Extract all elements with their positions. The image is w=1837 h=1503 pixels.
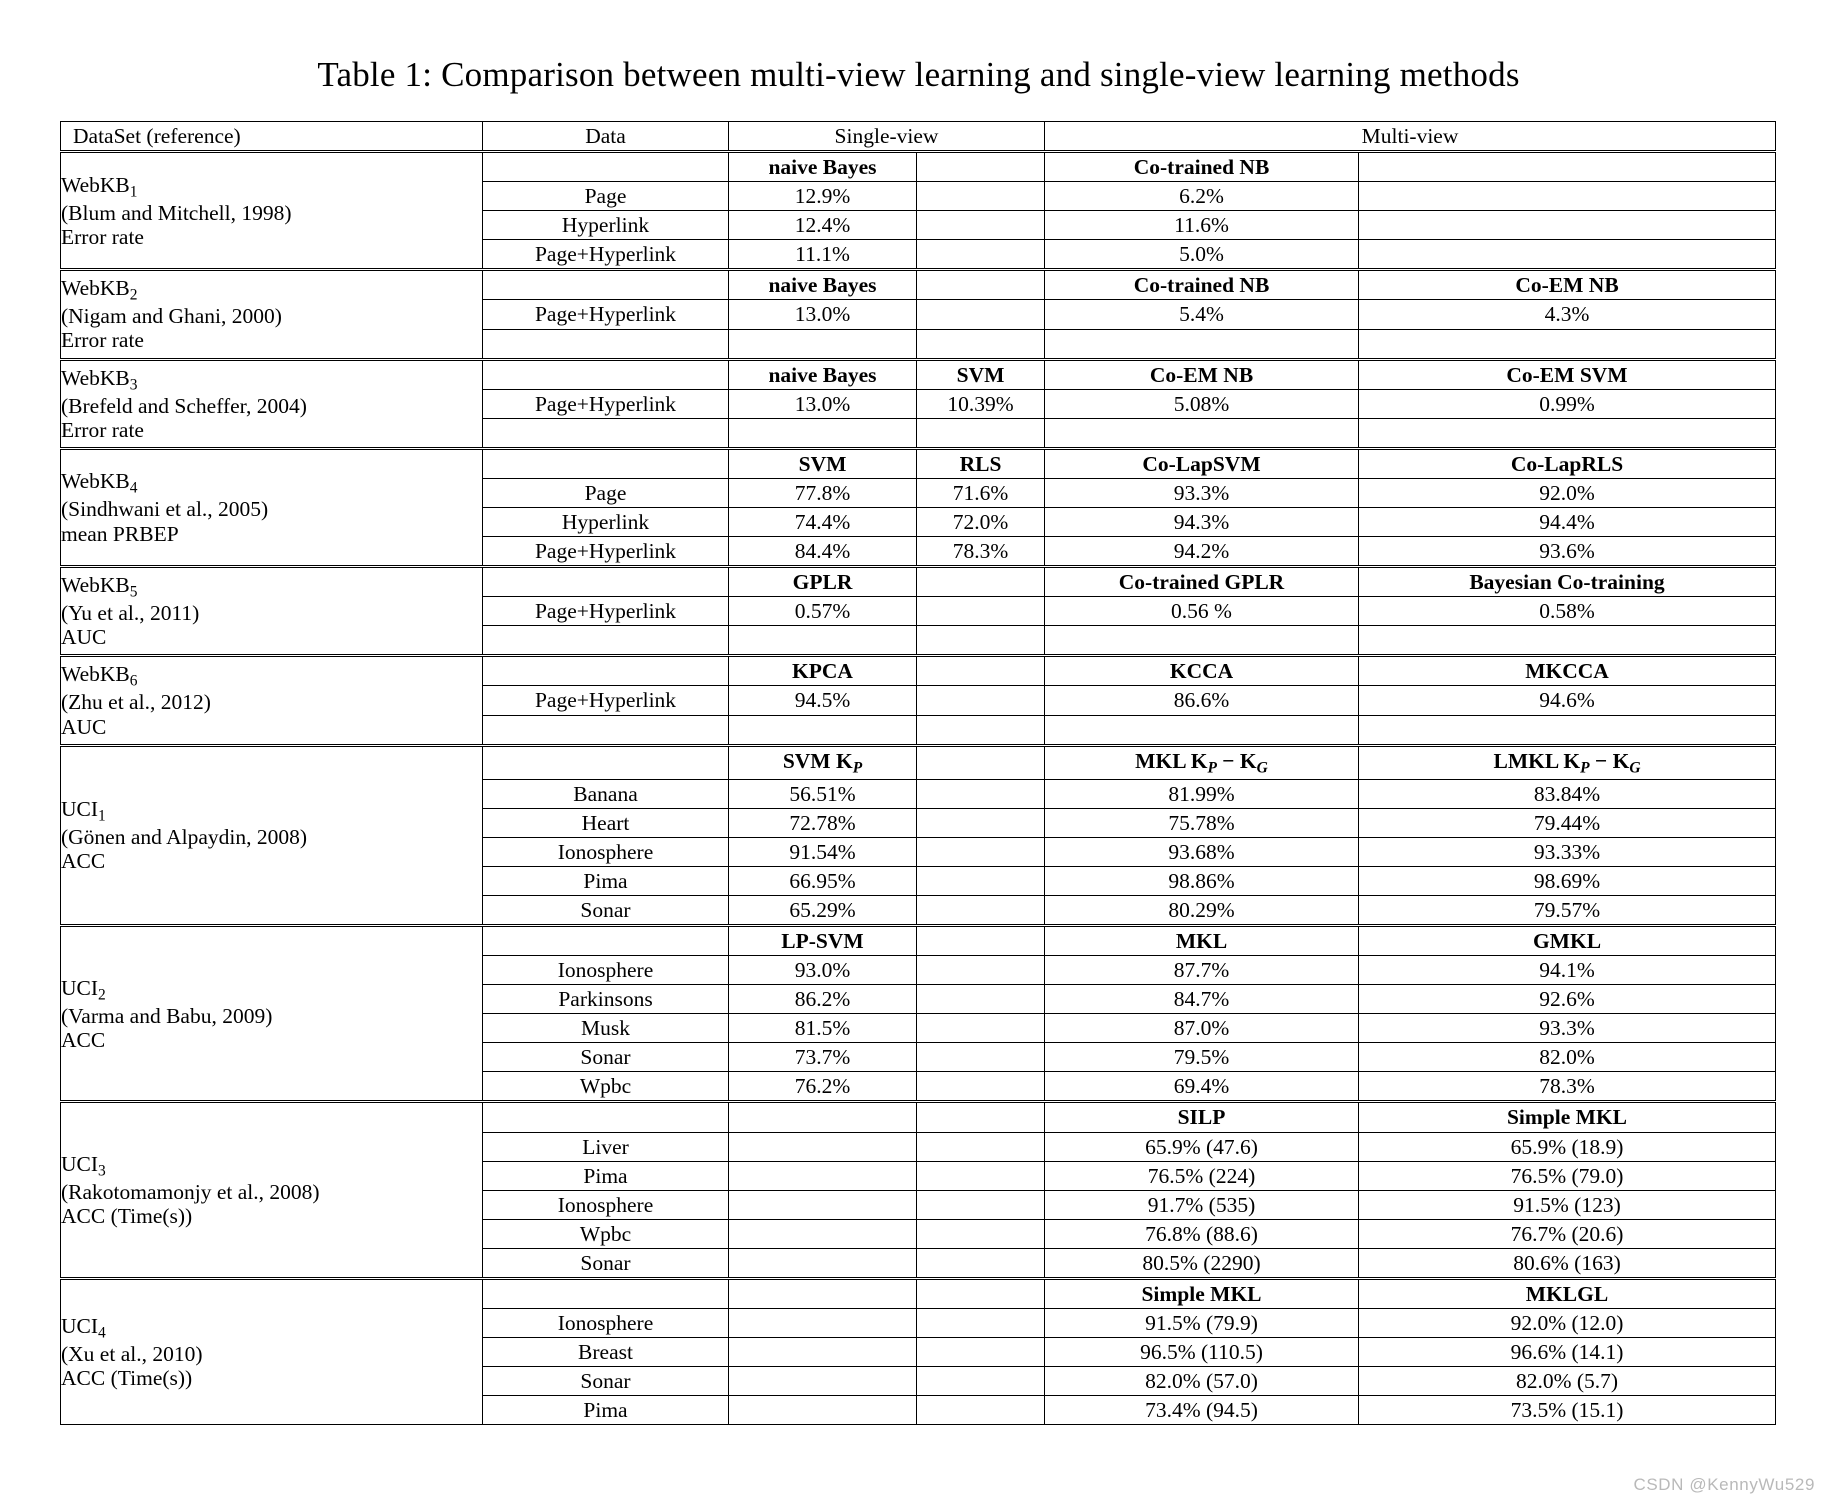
- method-header-mv1: KCCA: [1045, 656, 1359, 686]
- value-cell-mv1: 93.3%: [1045, 478, 1359, 507]
- value-cell-mv1: 69.4%: [1045, 1072, 1359, 1102]
- dataset-cell-webkb1: [61, 152, 483, 270]
- value-cell-mv2: 93.33%: [1359, 837, 1776, 866]
- data-label-cell: Sonar: [483, 1248, 729, 1278]
- data-label-cell: [483, 152, 729, 182]
- method-header-sv2: [917, 926, 1045, 956]
- data-label-cell: Wpbc: [483, 1219, 729, 1248]
- value-cell-sv1: [729, 1396, 917, 1425]
- dataset-reference: (Varma and Babu, 2009): [61, 1003, 273, 1028]
- dataset-metric: ACC (Time(s)): [61, 1366, 193, 1391]
- value-cell-sv1: 73.7%: [729, 1043, 917, 1072]
- method-header-mv1: Co-EM NB: [1045, 359, 1359, 389]
- value-cell-sv2: [917, 956, 1045, 985]
- value-cell-mv1: 84.7%: [1045, 985, 1359, 1014]
- value-cell-mv1: 65.9% (47.6): [1045, 1132, 1359, 1161]
- value-cell-mv1: 91.7% (535): [1045, 1190, 1359, 1219]
- value-cell-sv1: 93.0%: [729, 956, 917, 985]
- dataset-reference: (Gönen and Alpaydin, 2008): [61, 825, 308, 850]
- method-header-sv2: [917, 1102, 1045, 1132]
- method-header-sv2: SVM: [917, 359, 1045, 389]
- method-header-mv1: SILP: [1045, 1102, 1359, 1132]
- header-multi-view: Multi-view: [1045, 122, 1776, 152]
- dataset-metric: Error rate: [61, 417, 144, 442]
- data-label-cell: [483, 329, 729, 359]
- value-cell-sv2: [917, 418, 1045, 448]
- value-cell-mv1: 80.5% (2290): [1045, 1248, 1359, 1278]
- value-cell-sv1: 76.2%: [729, 1072, 917, 1102]
- method-header-sv2: [917, 745, 1045, 779]
- value-cell-mv2: 76.5% (79.0): [1359, 1161, 1776, 1190]
- value-cell-mv1: [1045, 626, 1359, 656]
- value-cell-mv1: 5.08%: [1045, 389, 1359, 418]
- value-cell-sv2: [917, 895, 1045, 925]
- value-cell-mv1: 76.5% (224): [1045, 1161, 1359, 1190]
- value-cell-sv1: [729, 1309, 917, 1338]
- data-label-cell: Page+Hyperlink: [483, 537, 729, 567]
- value-cell-mv2: [1359, 626, 1776, 656]
- table-row: [61, 1278, 1776, 1308]
- value-cell-sv2: [917, 597, 1045, 626]
- value-cell-mv1: 91.5% (79.9): [1045, 1309, 1359, 1338]
- value-cell-mv2: [1359, 211, 1776, 240]
- dataset-name: $UCI_4$: [61, 1314, 106, 1342]
- value-cell-sv1: 11.1%: [729, 240, 917, 270]
- dataset-name: $UCI_3$: [61, 1152, 106, 1180]
- value-cell-sv2: [917, 1190, 1045, 1219]
- value-cell-sv2: [917, 1338, 1045, 1367]
- dataset-cell-uci1: [61, 745, 483, 925]
- value-cell-mv1: 5.4%: [1045, 300, 1359, 329]
- value-cell-sv1: 12.4%: [729, 211, 917, 240]
- value-cell-mv1: 82.0% (57.0): [1045, 1367, 1359, 1396]
- value-cell-sv1: 86.2%: [729, 985, 917, 1014]
- value-cell-sv2: [917, 1396, 1045, 1425]
- data-label-cell: Breast: [483, 1338, 729, 1367]
- value-cell-mv1: 96.5% (110.5): [1045, 1338, 1359, 1367]
- value-cell-mv2: 65.9% (18.9): [1359, 1132, 1776, 1161]
- table-row: [61, 152, 1776, 182]
- data-label-cell: [483, 656, 729, 686]
- data-label-cell: Page+Hyperlink: [483, 389, 729, 418]
- value-cell-mv1: 93.68%: [1045, 837, 1359, 866]
- value-cell-mv2: 92.6%: [1359, 985, 1776, 1014]
- value-cell-mv2: 83.84%: [1359, 779, 1776, 808]
- data-label-cell: Page: [483, 478, 729, 507]
- value-cell-mv2: [1359, 329, 1776, 359]
- value-cell-sv2: [917, 211, 1045, 240]
- dataset-name: WebKB$_1$: [61, 172, 138, 201]
- data-label-cell: Page+Hyperlink: [483, 686, 729, 715]
- method-header-sv1: SVM: [729, 448, 917, 478]
- value-cell-sv1: 91.54%: [729, 837, 917, 866]
- dataset-cell-webkb2: [61, 270, 483, 359]
- value-cell-sv1: [729, 1161, 917, 1190]
- value-cell-sv1: 56.51%: [729, 779, 917, 808]
- method-header-sv2: [917, 152, 1045, 182]
- value-cell-sv1: [729, 1367, 917, 1396]
- value-cell-sv2: [917, 240, 1045, 270]
- method-header-sv1: KPCA: [729, 656, 917, 686]
- data-label-cell: Sonar: [483, 895, 729, 925]
- value-cell-sv1: [729, 1190, 917, 1219]
- value-cell-sv1: 13.0%: [729, 300, 917, 329]
- table-row: [61, 656, 1776, 686]
- data-label-cell: [483, 1278, 729, 1308]
- value-cell-sv2: [917, 1367, 1045, 1396]
- table-row: [61, 359, 1776, 389]
- value-cell-sv1: [729, 1132, 917, 1161]
- dataset-name: WebKB$_3$: [61, 365, 138, 394]
- data-label-cell: Page+Hyperlink: [483, 597, 729, 626]
- method-header-mv2: Co-LapRLS: [1359, 448, 1776, 478]
- value-cell-sv2: [917, 329, 1045, 359]
- value-cell-sv2: [917, 837, 1045, 866]
- method-header-mv1: Co-trained GPLR: [1045, 567, 1359, 597]
- value-cell-mv1: 0.56 %: [1045, 597, 1359, 626]
- dataset-metric: mean PRBEP: [61, 521, 179, 546]
- value-cell-mv1: 87.7%: [1045, 956, 1359, 985]
- dataset-metric: ACC: [61, 1027, 106, 1052]
- data-label-cell: [483, 626, 729, 656]
- value-cell-mv1: 86.6%: [1045, 686, 1359, 715]
- dataset-cell-uci4: [61, 1278, 483, 1424]
- value-cell-sv1: 12.9%: [729, 182, 917, 211]
- page-title: Table 1: Comparison between multi-view learning and single-view learning methods: [317, 55, 1520, 94]
- method-header-mv2: Co-EM SVM: [1359, 359, 1776, 389]
- method-header-mv2: GMKL: [1359, 926, 1776, 956]
- data-label-cell: Parkinsons: [483, 985, 729, 1014]
- value-cell-mv1: 94.2%: [1045, 537, 1359, 567]
- method-header-mv2: MKCCA: [1359, 656, 1776, 686]
- value-cell-mv2: 94.4%: [1359, 508, 1776, 537]
- method-header-mv1: MKL: [1045, 926, 1359, 956]
- value-cell-sv2: [917, 1161, 1045, 1190]
- data-label-cell: [483, 715, 729, 745]
- value-cell-mv2: 79.57%: [1359, 895, 1776, 925]
- data-label-cell: Pima: [483, 1396, 729, 1425]
- value-cell-mv1: 79.5%: [1045, 1043, 1359, 1072]
- comparison-table-container: [60, 121, 1777, 1425]
- dataset-reference: (Rakotomamonjy et al., 2008): [61, 1180, 320, 1205]
- value-cell-mv1: 11.6%: [1045, 211, 1359, 240]
- dataset-cell-webkb5: [61, 567, 483, 656]
- value-cell-sv2: 10.39%: [917, 389, 1045, 418]
- data-label-cell: Page+Hyperlink: [483, 300, 729, 329]
- data-label-cell: [483, 448, 729, 478]
- method-header-sv1: naive Bayes: [729, 270, 917, 300]
- data-label-cell: Pima: [483, 866, 729, 895]
- method-header-sv2: [917, 567, 1045, 597]
- dataset-reference: (Zhu et al., 2012): [61, 690, 211, 715]
- method-header-sv2: [917, 1278, 1045, 1308]
- data-label-cell: Banana: [483, 779, 729, 808]
- dataset-cell-webkb4: [61, 448, 483, 566]
- value-cell-mv2: 92.0% (12.0): [1359, 1309, 1776, 1338]
- value-cell-mv2: 94.1%: [1359, 956, 1776, 985]
- value-cell-sv2: [917, 300, 1045, 329]
- method-header-mv1: Co-trained NB: [1045, 270, 1359, 300]
- value-cell-sv1: 74.4%: [729, 508, 917, 537]
- watermark: CSDN @KennyWu529: [1633, 1475, 1815, 1494]
- value-cell-sv1: 77.8%: [729, 478, 917, 507]
- dataset-name: WebKB$_2$: [61, 276, 138, 305]
- data-label-cell: Ionosphere: [483, 1309, 729, 1338]
- value-cell-mv1: 81.99%: [1045, 779, 1359, 808]
- table-row: [61, 448, 1776, 478]
- method-header-sv2: [917, 270, 1045, 300]
- method-header-mv2: Simple MKL: [1359, 1102, 1776, 1132]
- value-cell-mv2: 96.6% (14.1): [1359, 1338, 1776, 1367]
- value-cell-sv1: [729, 626, 917, 656]
- value-cell-mv2: 98.69%: [1359, 866, 1776, 895]
- value-cell-sv2: [917, 1248, 1045, 1278]
- value-cell-mv1: 73.4% (94.5): [1045, 1396, 1359, 1425]
- value-cell-mv2: 78.3%: [1359, 1072, 1776, 1102]
- dataset-reference: (Brefeld and Scheffer, 2004): [61, 393, 307, 418]
- data-label-cell: Hyperlink: [483, 508, 729, 537]
- data-label-cell: [483, 567, 729, 597]
- value-cell-sv1: [729, 418, 917, 448]
- data-label-cell: [483, 745, 729, 779]
- value-cell-mv2: 0.99%: [1359, 389, 1776, 418]
- method-header-sv1: GPLR: [729, 567, 917, 597]
- method-header-sv1: naive Bayes: [729, 359, 917, 389]
- header-dataset: DataSet (reference): [61, 122, 483, 152]
- value-cell-sv1: [729, 1338, 917, 1367]
- value-cell-mv1: 6.2%: [1045, 182, 1359, 211]
- table-header-row: [61, 122, 1776, 152]
- method-header-sv1: naive Bayes: [729, 152, 917, 182]
- value-cell-mv1: [1045, 418, 1359, 448]
- data-label-cell: Heart: [483, 808, 729, 837]
- data-label-cell: Liver: [483, 1132, 729, 1161]
- value-cell-sv2: [917, 1014, 1045, 1043]
- dataset-name: WebKB$_5$: [61, 573, 138, 601]
- data-label-cell: [483, 359, 729, 389]
- value-cell-mv1: 98.86%: [1045, 866, 1359, 895]
- value-cell-mv2: 4.3%: [1359, 300, 1776, 329]
- value-cell-mv1: 87.0%: [1045, 1014, 1359, 1043]
- value-cell-sv2: [917, 1043, 1045, 1072]
- value-cell-mv2: 0.58%: [1359, 597, 1776, 626]
- value-cell-sv1: 81.5%: [729, 1014, 917, 1043]
- dataset-cell-uci2: [61, 926, 483, 1102]
- value-cell-mv1: [1045, 715, 1359, 745]
- value-cell-sv2: [917, 686, 1045, 715]
- value-cell-sv2: [917, 182, 1045, 211]
- data-label-cell: Ionosphere: [483, 956, 729, 985]
- dataset-reference: (Yu et al., 2011): [61, 601, 200, 626]
- table-row: [61, 270, 1776, 300]
- comparison-table: [60, 121, 1776, 1425]
- method-header-mv1: Co-LapSVM: [1045, 448, 1359, 478]
- value-cell-sv1: [729, 715, 917, 745]
- value-cell-sv2: [917, 1072, 1045, 1102]
- data-label-cell: Ionosphere: [483, 837, 729, 866]
- data-label-cell: [483, 1102, 729, 1132]
- data-label-cell: Musk: [483, 1014, 729, 1043]
- data-label-cell: [483, 270, 729, 300]
- table-row: [61, 567, 1776, 597]
- dataset-reference: (Blum and Mitchell, 1998): [61, 200, 292, 225]
- value-cell-sv2: [917, 1132, 1045, 1161]
- method-header-mv2: MKLGL: [1359, 1278, 1776, 1308]
- value-cell-sv2: [917, 626, 1045, 656]
- value-cell-mv2: [1359, 418, 1776, 448]
- value-cell-mv2: 82.0%: [1359, 1043, 1776, 1072]
- method-header-sv1: [729, 1102, 917, 1132]
- value-cell-sv1: 84.4%: [729, 537, 917, 567]
- method-header-mv2: Co-EM NB: [1359, 270, 1776, 300]
- value-cell-sv2: [917, 715, 1045, 745]
- data-label-cell: Page+Hyperlink: [483, 240, 729, 270]
- value-cell-sv1: 0.57%: [729, 597, 917, 626]
- value-cell-mv2: 76.7% (20.6): [1359, 1219, 1776, 1248]
- method-header-mv1: Co-trained NB: [1045, 152, 1359, 182]
- method-header-sv1: SVM $K_P$: [729, 745, 917, 779]
- value-cell-mv1: 80.29%: [1045, 895, 1359, 925]
- value-cell-sv1: [729, 329, 917, 359]
- value-cell-sv1: [729, 1248, 917, 1278]
- value-cell-sv1: 66.95%: [729, 866, 917, 895]
- method-header-sv1: [729, 1278, 917, 1308]
- dataset-cell-webkb6: [61, 656, 483, 745]
- value-cell-sv2: [917, 1309, 1045, 1338]
- data-label-cell: Sonar: [483, 1043, 729, 1072]
- method-header-mv1: MKL $K_P - K_G$: [1045, 745, 1359, 779]
- value-cell-mv1: 75.78%: [1045, 808, 1359, 837]
- value-cell-sv2: [917, 779, 1045, 808]
- value-cell-mv2: 93.3%: [1359, 1014, 1776, 1043]
- value-cell-sv2: [917, 866, 1045, 895]
- data-label-cell: [483, 926, 729, 956]
- value-cell-sv1: 72.78%: [729, 808, 917, 837]
- method-header-mv2: LMKL $K_P - K_G$: [1359, 745, 1776, 779]
- method-header-mv2: Bayesian Co-training: [1359, 567, 1776, 597]
- dataset-metric: Error rate: [61, 328, 144, 353]
- value-cell-sv1: 13.0%: [729, 389, 917, 418]
- value-cell-mv2: 79.44%: [1359, 808, 1776, 837]
- value-cell-mv2: 80.6% (163): [1359, 1248, 1776, 1278]
- value-cell-sv2: [917, 985, 1045, 1014]
- value-cell-mv2: 91.5% (123): [1359, 1190, 1776, 1219]
- value-cell-mv2: [1359, 715, 1776, 745]
- value-cell-sv2: 72.0%: [917, 508, 1045, 537]
- dataset-name: WebKB$_6$: [61, 662, 138, 691]
- table-row: [61, 745, 1776, 779]
- data-label-cell: Wpbc: [483, 1072, 729, 1102]
- dataset-cell-webkb3: [61, 359, 483, 448]
- value-cell-mv1: 76.8% (88.6): [1045, 1219, 1359, 1248]
- dataset-metric: ACC: [61, 849, 106, 874]
- dataset-name: $UCI_2$: [61, 975, 106, 1004]
- dataset-name: $UCI_1$: [61, 797, 106, 825]
- dataset-metric: AUC: [61, 714, 107, 739]
- value-cell-sv2: [917, 808, 1045, 837]
- value-cell-sv1: 65.29%: [729, 895, 917, 925]
- dataset-reference: (Sindhwani et al., 2005): [61, 497, 269, 522]
- value-cell-sv1: 94.5%: [729, 686, 917, 715]
- data-label-cell: Pima: [483, 1161, 729, 1190]
- data-label-cell: Hyperlink: [483, 211, 729, 240]
- dataset-metric: ACC (Time(s)): [61, 1204, 193, 1229]
- dataset-metric: AUC: [61, 625, 107, 650]
- data-label-cell: [483, 418, 729, 448]
- value-cell-mv1: 5.0%: [1045, 240, 1359, 270]
- value-cell-sv2: 71.6%: [917, 478, 1045, 507]
- method-header-sv2: RLS: [917, 448, 1045, 478]
- header-single-view: Single-view: [729, 122, 1045, 152]
- value-cell-mv2: [1359, 182, 1776, 211]
- method-header-mv1: Simple MKL: [1045, 1278, 1359, 1308]
- dataset-reference: (Nigam and Ghani, 2000): [61, 304, 282, 329]
- table-row: [61, 1102, 1776, 1132]
- method-header-mv2: [1359, 152, 1776, 182]
- header-data: Data: [483, 122, 729, 152]
- value-cell-mv1: [1045, 329, 1359, 359]
- dataset-name: WebKB$_4$: [61, 469, 138, 498]
- value-cell-mv2: 73.5% (15.1): [1359, 1396, 1776, 1425]
- method-header-sv1: LP-SVM: [729, 926, 917, 956]
- table-row: [61, 926, 1776, 956]
- dataset-cell-uci3: [61, 1102, 483, 1278]
- value-cell-mv2: 93.6%: [1359, 537, 1776, 567]
- value-cell-mv2: 94.6%: [1359, 686, 1776, 715]
- value-cell-mv2: 82.0% (5.7): [1359, 1367, 1776, 1396]
- value-cell-mv2: [1359, 240, 1776, 270]
- value-cell-mv1: 94.3%: [1045, 508, 1359, 537]
- data-label-cell: Page: [483, 182, 729, 211]
- dataset-metric: Error rate: [61, 224, 144, 249]
- data-label-cell: Sonar: [483, 1367, 729, 1396]
- data-label-cell: Ionosphere: [483, 1190, 729, 1219]
- method-header-sv2: [917, 656, 1045, 686]
- value-cell-sv1: [729, 1219, 917, 1248]
- value-cell-sv2: [917, 1219, 1045, 1248]
- value-cell-sv2: 78.3%: [917, 537, 1045, 567]
- dataset-reference: (Xu et al., 2010): [61, 1342, 203, 1367]
- value-cell-mv2: 92.0%: [1359, 478, 1776, 507]
